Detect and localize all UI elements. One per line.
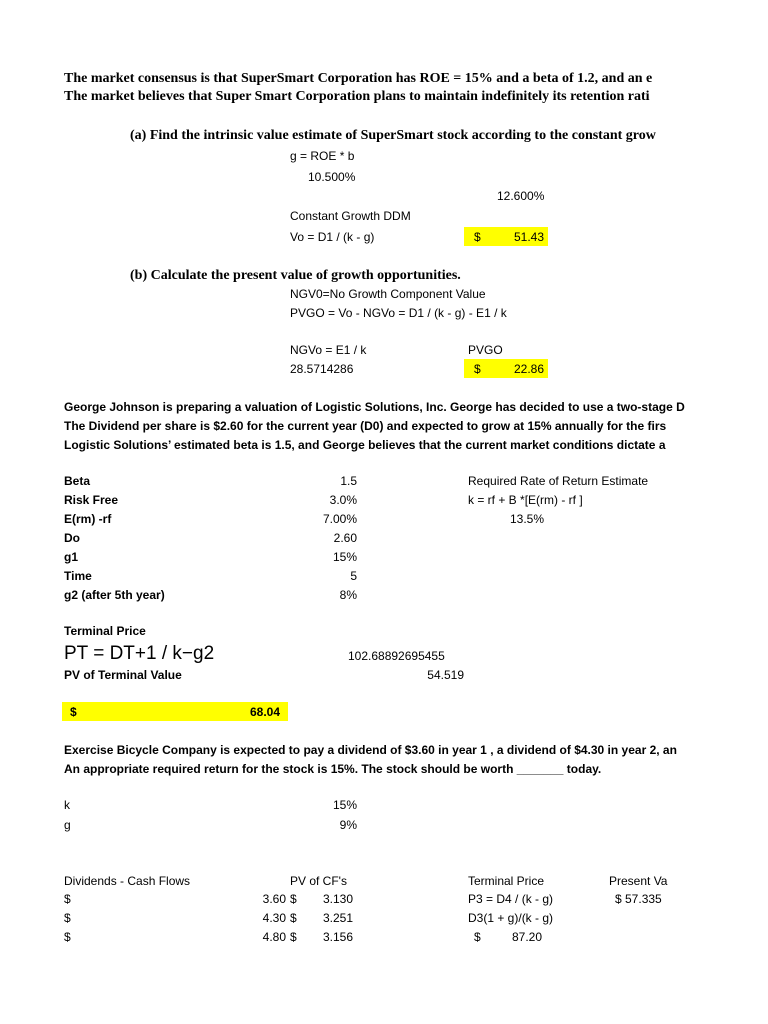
p3-k-label: k xyxy=(64,798,70,812)
p3-col-dividends: Dividends - Cash Flows xyxy=(64,874,191,888)
p1-pvgo-currency: $ xyxy=(474,362,481,376)
p2-input-value: 8% xyxy=(339,588,357,602)
p1-pvgo-formula: PVGO = Vo - NGVo = D1 / (k - g) - E1 / k xyxy=(290,306,507,320)
p3-terminal: P3 = D4 / (k - g) xyxy=(468,892,554,906)
p3-g-value: 9% xyxy=(339,818,357,832)
p3-dividend: 3.60 xyxy=(262,892,286,906)
p3-currency: $ xyxy=(64,892,71,906)
p2-intro-line-3: Logistic Solutions’ estimated beta is 1.5, and George believes that the current market conditions dictate a xyxy=(64,438,666,452)
p3-currency: $ xyxy=(290,911,297,925)
p2-terminal-value: 102.68892695455 xyxy=(348,649,445,663)
p2-terminal-formula: PT = DT+1 / k−g2 xyxy=(64,643,215,664)
p3-col-present: Present Va xyxy=(609,874,668,888)
p3-terminal-currency: $ xyxy=(474,930,481,944)
p1-ngvo-definition: NGV0=No Growth Component Value xyxy=(290,287,486,301)
p2-input-value: 15% xyxy=(332,550,357,564)
p2-input-value: 2.60 xyxy=(333,531,357,545)
p1-pvgo-label: PVGO xyxy=(468,343,503,357)
p3-currency: $ xyxy=(64,911,71,925)
p2-input-label: E(rm) -rf xyxy=(64,512,112,526)
p2-rr-label: Required Rate of Return Estimate xyxy=(468,474,649,488)
p3-k-value: 15% xyxy=(332,798,357,812)
p2-input-label: Do xyxy=(64,531,80,545)
p3-pv: 3.156 xyxy=(322,930,353,944)
p2-input-label: Risk Free xyxy=(64,493,119,507)
p2-input-label: Beta xyxy=(64,474,91,488)
p1-g-formula: g = ROE * b xyxy=(290,149,355,163)
p2-input-label: g2 (after 5th year) xyxy=(64,588,165,602)
p2-rr-formula: k = rf + B *[E(rm) - rf ] xyxy=(468,493,583,507)
p1-intro-line-2: The market believes that Super Smart Corporation plans to maintain indefinitely its retention rati xyxy=(64,89,650,104)
p3-currency: $ xyxy=(290,892,297,906)
p3-dividend: 4.80 xyxy=(262,930,286,944)
p1-ngvo-formula: NGVo = E1 / k xyxy=(290,343,367,357)
p2-input-value: 5 xyxy=(350,569,357,583)
p3-g-label: g xyxy=(64,818,71,832)
p2-input-label: g1 xyxy=(64,550,79,564)
p1-part-a-heading: (a) Find the intrinsic value estimate of SuperSmart stock according to the constant grow xyxy=(130,128,656,143)
p1-g-value: 10.500% xyxy=(308,170,356,184)
p1-ngvo-value: 28.5714286 xyxy=(290,362,354,376)
p3-pv: 3.130 xyxy=(322,892,353,906)
p2-input-value: 3.0% xyxy=(329,493,357,507)
p1-vo-formula: Vo = D1 / (k - g) xyxy=(290,230,375,244)
p1-intro-line-1: The market consensus is that SuperSmart Corporation has ROE = 15% and a beta of 1.2, and an e xyxy=(64,71,653,86)
p3-terminal: D3(1 + g)/(k - g) xyxy=(468,911,554,925)
p3-col-terminal: Terminal Price xyxy=(468,874,545,888)
p2-answer-currency: $ xyxy=(70,705,77,719)
p1-k-value: 12.600% xyxy=(497,189,545,203)
p1-pvgo-value: 22.86 xyxy=(513,362,544,376)
p2-terminal-label: Terminal Price xyxy=(64,624,146,638)
p3-dividend: 4.30 xyxy=(262,911,286,925)
p1-vo-currency: $ xyxy=(474,230,481,244)
p2-intro-line-2: The Dividend per share is $2.60 for the current year (D0) and expected to grow at 15% annually for the firs xyxy=(64,419,667,433)
p2-rr-value: 13.5% xyxy=(510,512,545,526)
p2-pv-terminal-value: 54.519 xyxy=(427,668,464,682)
p3-present-value: $ 57.335 xyxy=(615,892,662,906)
p3-intro-line-1: Exercise Bicycle Company is expected to pay a dividend of $3.60 in year 1 , a dividend of $4.30 in year 2, an xyxy=(64,743,677,757)
p3-intro-line-2: An appropriate required return for the stock is 15%. The stock should be worth _______ today. xyxy=(64,762,602,776)
p3-currency: $ xyxy=(290,930,297,944)
p2-intro-line-1: George Johnson is preparing a valuation of Logistic Solutions, Inc. George has decided to use a two-stage D xyxy=(64,400,685,414)
p1-vo-value: 51.43 xyxy=(513,230,544,244)
p2-pv-terminal-label: PV of Terminal Value xyxy=(64,668,182,682)
p1-ddm-label: Constant Growth DDM xyxy=(290,209,411,223)
p3-pv: 3.251 xyxy=(322,911,353,925)
p3-col-pv: PV of CF's xyxy=(290,874,347,888)
p3-terminal-value: 87.20 xyxy=(511,930,542,944)
p2-input-label: Time xyxy=(64,569,92,583)
p2-answer-value: 68.04 xyxy=(249,705,280,719)
p2-input-value: 7.00% xyxy=(322,512,357,526)
p2-input-value: 1.5 xyxy=(340,474,357,488)
p1-part-b-heading: (b) Calculate the present value of growth opportunities. xyxy=(130,268,461,283)
p3-currency: $ xyxy=(64,930,71,944)
